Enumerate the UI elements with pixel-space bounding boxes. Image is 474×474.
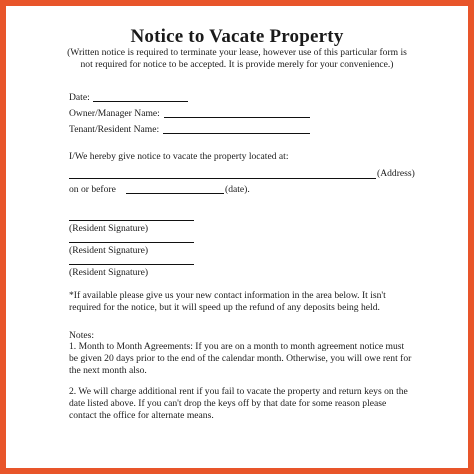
- note-1-line-1: 1. Month to Month Agreements: If you are on a month to month agreement notice must: [69, 341, 405, 352]
- owner-manager-line[interactable]: [164, 117, 310, 118]
- resident-signature-label-1: (Resident Signature): [69, 223, 149, 234]
- address-line[interactable]: [69, 178, 376, 179]
- on-or-before-label: on or before: [69, 184, 116, 195]
- signature-line-2[interactable]: [69, 242, 194, 243]
- note-1-line-2: be given 20 days prior to the end of the calendar month. Otherwise, you will owe rent for: [69, 353, 412, 364]
- signature-line-3[interactable]: [69, 264, 194, 265]
- signature-line-1[interactable]: [69, 220, 194, 221]
- document-title: Notice to Vacate Property: [130, 26, 344, 47]
- contact-note-line-2: required for the notice, but it will speed up the refund of any deposits being held.: [69, 302, 380, 313]
- subtitle-line-1: (Written notice is required to terminate your lease, however use of this particular form is: [67, 47, 407, 58]
- date-paren-label: (date).: [225, 184, 250, 195]
- note-1-line-3: the next month also.: [69, 365, 147, 376]
- tenant-resident-line[interactable]: [163, 133, 310, 134]
- owner-manager-label: Owner/Manager Name:: [69, 108, 160, 119]
- date-line[interactable]: [93, 101, 188, 102]
- address-label: (Address): [377, 168, 415, 179]
- vacate-date-line[interactable]: [126, 193, 224, 194]
- note-2-line-2: date listed above. If you can't drop the keys off by that date for some reason please: [69, 398, 387, 409]
- note-2-line-3: contact the office for alternate means.: [69, 410, 214, 421]
- resident-signature-label-3: (Resident Signature): [69, 267, 149, 278]
- notice-statement: I/We hereby give notice to vacate the property located at:: [69, 151, 289, 162]
- contact-note-line-1: *If available please give us your new contact information in the area below. It isn't: [69, 290, 386, 301]
- subtitle-line-2: not required for notice to be accepted. It is provide merely for your convenience.): [80, 59, 394, 70]
- date-label: Date:: [69, 92, 90, 103]
- resident-signature-label-2: (Resident Signature): [69, 245, 149, 256]
- tenant-resident-label: Tenant/Resident Name:: [69, 124, 160, 135]
- note-2-line-1: 2. We will charge additional rent if you fail to vacate the property and return keys on the: [69, 386, 408, 397]
- notes-heading: Notes:: [69, 330, 95, 341]
